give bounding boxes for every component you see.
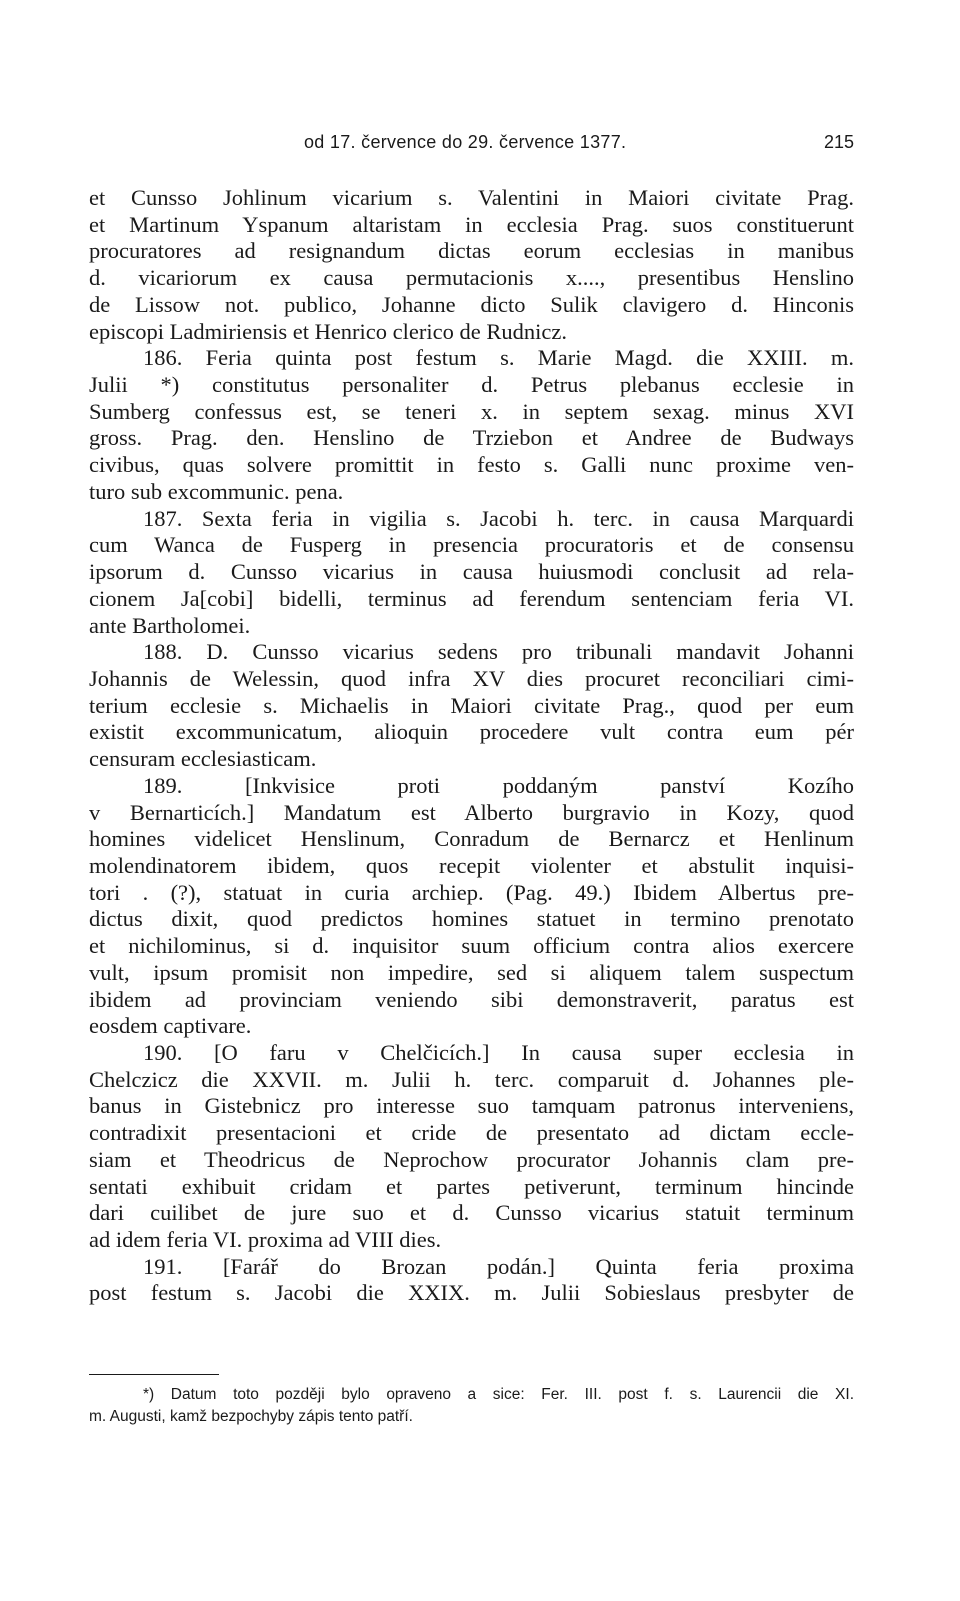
running-head: od 17. července do 29. července 1377. xyxy=(304,132,627,152)
footnotes xyxy=(89,1384,854,1428)
text-line: molendinatorem ibidem, quos recepit violenter et abstulit inquisi- xyxy=(89,852,854,878)
text-line: d. vicariorum ex causa permutacionis x...., presentibus Henslino xyxy=(89,265,854,291)
text-line: 190. [O faru v Chelčicích.] In causa super ecclesia in xyxy=(143,1040,854,1065)
text-line: procuratores ad resignandum dictas eorum ecclesias in manibus xyxy=(89,238,854,264)
text-line: ipsorum d. Cunsso vicarius in causa huiusmodi conclusit ad rela- xyxy=(89,559,854,585)
text-line: ad idem feria VI. proxima ad VIII dies. xyxy=(89,1227,442,1253)
text-line: terium ecclesie s. Michaelis in Maiori civitate Prag., quod per eum xyxy=(89,692,854,718)
text-line: 187. Sexta feria in vigilia s. Jacobi h. terc. in causa Marquardi xyxy=(143,505,854,531)
text-line: v Bernarticích.] Mandatum est Alberto burgravio in Kozy, quod xyxy=(89,799,854,825)
text-line: dictus dixit, quod predictos homines statuet in termino prenotato xyxy=(89,906,854,932)
text-line: 188. D. Cunsso vicarius sedens pro tribunali mandavit Johanni xyxy=(143,639,854,665)
text-line: 186. Feria quinta post festum s. Marie Magd. die XXIII. m. xyxy=(143,345,854,371)
text-line: cum Wanca de Fusperg in presencia procuratoris et de consensu xyxy=(89,532,854,558)
text-line: 189. [Inkvisice proti poddaným panství Kozího xyxy=(143,772,854,798)
text-line: siam et Theodricus de Neprochow procurator Johannis clam pre- xyxy=(89,1146,854,1172)
text-line: homines videlicet Henslinum, Conradum de Bernarcz et Henlinum xyxy=(89,826,854,852)
text-line: ibidem ad provinciam veniendo sibi demonstraverit, paratus est xyxy=(89,986,854,1012)
text-line: dari cuilibet de jure suo et d. Cunsso vicarius statuit terminum xyxy=(89,1200,854,1226)
text-line: sentati exhibuit cridam et partes petiverunt, terminum hincinde xyxy=(89,1173,854,1199)
text-line: et Cunsso Johlinum vicarium s. Valentini in Maiori civitate Prag. xyxy=(89,185,854,210)
text-line: vult, ipsum promisit non impedire, sed si aliquem talem suspectum xyxy=(89,959,854,985)
text-line: gross. Prag. den. Henslino de Trziebon et Andree de Budways xyxy=(89,425,854,451)
text-line: eosdem captivare. xyxy=(89,1013,252,1039)
text-line: contradixit presentacioni et cride de presentato ad dictam eccle- xyxy=(89,1120,854,1146)
footnote-line: *) Datum toto později bylo opraveno a sice: Fer. III. post f. s. Laurencii die XI. xyxy=(143,1386,854,1403)
text-line: Julii *) constitutus personaliter d. Petrus plebanus ecclesie in xyxy=(89,372,854,398)
text-line: de Lissow not. publico, Johanne dicto Sulik clavigero d. Hinconis xyxy=(89,291,854,317)
text-line: et nichilominus, si d. inquisitor suum officium contra alios exercere xyxy=(89,933,854,959)
text-line: episcopi Ladmiriensis et Henrico clerico de Rudnicz. xyxy=(89,318,567,344)
footnote-line: m. Augusti, kamž bezpochyby zápis tento patří. xyxy=(89,1408,413,1425)
footnote-divider xyxy=(89,1374,219,1375)
text-line: cionem Ja[cobi] bidelli, terminus ad ferendum sentenciam feria VI. xyxy=(89,585,854,611)
text-line: tori . (?), statuat in curia archiep. (Pag. 49.) Ibidem Albertus pre- xyxy=(89,879,854,905)
page-number: 215 xyxy=(823,132,854,152)
text-line: 191. [Farář do Brozan podán.] Quinta feria proxima xyxy=(143,1253,854,1279)
text-line: Johannis de Welessin, quod infra XV dies procuret reconciliari cimi- xyxy=(89,665,854,691)
page-header xyxy=(0,130,960,160)
body-text xyxy=(89,185,854,1307)
text-line: post festum s. Jacobi die XXIX. m. Julii Sobieslaus presbyter de xyxy=(89,1280,854,1306)
text-line: censuram ecclesiasticam. xyxy=(89,746,317,772)
text-line: civibus, quas solvere promittit in festo s. Galli nunc proxime ven- xyxy=(89,452,854,478)
text-line: existit excommunicatum, alioquin procedere vult contra eum pér xyxy=(89,719,854,745)
text-line: et Martinum Yspanum altaristam in ecclesia Prag. suos constituerunt xyxy=(89,211,854,237)
text-line: banus in Gistebnicz pro interesse suo tamquam patronus interveniens, xyxy=(89,1093,854,1119)
text-line: Sumberg confessus est, se teneri x. in septem sexag. minus XVI xyxy=(89,398,854,424)
text-line: turo sub excommunic. pena. xyxy=(89,478,344,504)
text-line: Chelczicz die XXVII. m. Julii h. terc. comparuit d. Johannes ple- xyxy=(89,1066,854,1092)
text-line: ante Bartholomei. xyxy=(89,612,251,638)
